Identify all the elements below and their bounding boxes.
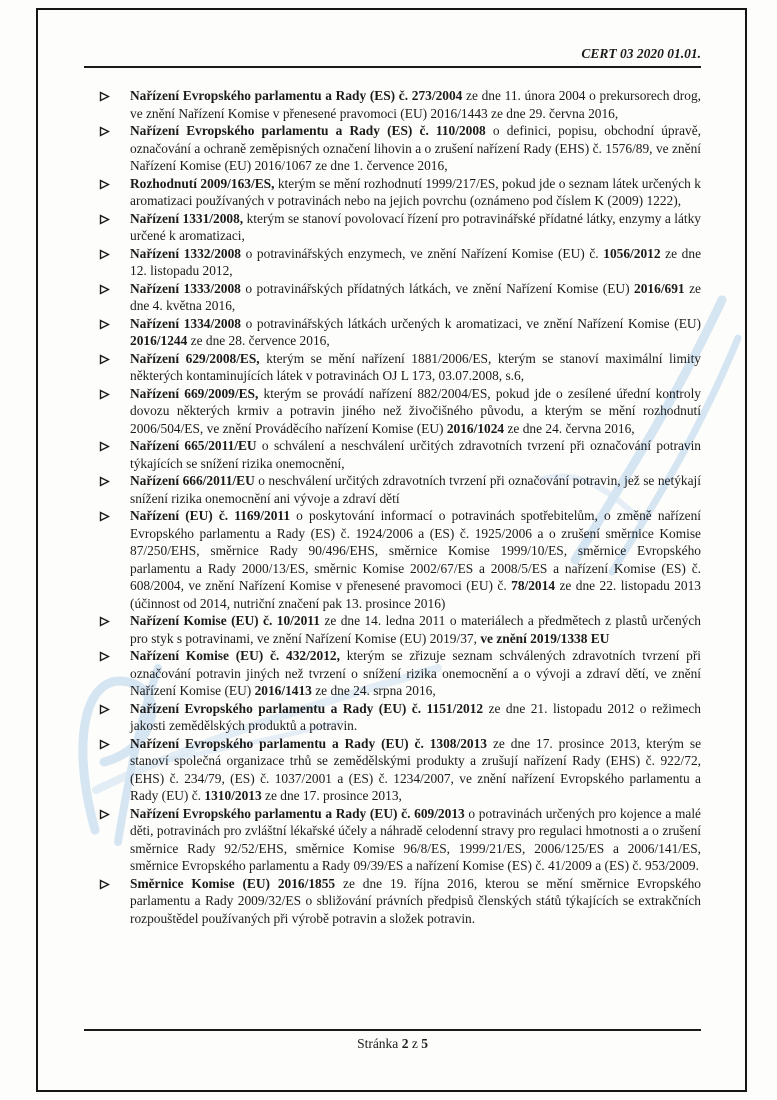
list-item <box>97 647 701 700</box>
list-item <box>97 805 701 875</box>
list-item <box>97 280 701 315</box>
bullet-arrow-icon <box>99 616 110 627</box>
bullet-arrow-icon <box>99 249 110 260</box>
regulation-text: Nařízení 1332/2008 o potravinářských enzymech, ve znění Nařízení Komise (EU) č. 1056/2012 ze dne 12. listopadu 2012, <box>130 245 702 278</box>
page-footer <box>84 1029 701 1052</box>
regulation-text: Nařízení Evropského parlamentu a Rady (EU) č. 1151/2012 ze dne 21. listopadu 2012 o režimech jakosti zemědělských produktů a potravin. <box>130 700 701 733</box>
list-item <box>97 700 701 735</box>
list-item <box>97 315 701 350</box>
bullet-arrow-icon <box>99 879 110 890</box>
footer-label: Stránka <box>357 1036 399 1051</box>
document-reference: CERT 03 2020 01.01. <box>581 46 701 61</box>
bullet-arrow-icon <box>99 651 110 662</box>
bullet-arrow-icon <box>99 284 110 295</box>
list-item <box>97 350 701 385</box>
regulation-text: Nařízení Evropského parlamentu a Rady (ES) č. 110/2008 o definici, popisu, obchodní úpravě, označování a ochraně zeměpisných označení lihovin a o zrušení nařízení Rady (EHS) č. 1576/89, ve znění Nařízení Komise (EU) 2016/1067 ze dne 1. července 2016, <box>130 123 702 173</box>
regulation-text: Nařízení 669/2009/ES, kterým se provádí nařízení 882/2004/ES, pokud jde o zesílené úřední kontroly dovozu některých krmiv a potravin jiného než živočišného původu, a kterým se mění rozhodnutí 2006/504/ES, ve znění Prováděcího nařízení Komise (EU) 2016/1024 ze dne 24. června 2016, <box>130 385 702 436</box>
list-item <box>97 612 701 647</box>
regulation-list <box>97 87 701 927</box>
regulation-text: Nařízení 629/2008/ES, kterým se mění nařízení 1881/2006/ES, kterým se stanoví maximální limity některých kontaminujících látek v potravinách OJ L 173, 03.07.2008, s.6, <box>130 350 701 383</box>
regulation-text: Rozhodnutí 2009/163/ES, kterým se mění rozhodnutí 1999/217/ES, pokud jde o seznam látek určených k aromatizaci používaných v potravinách nebo na jejich povrchu (oznámeno pod číslem K (2009) 1222), <box>130 175 701 208</box>
regulation-text: Nařízení Evropského parlamentu a Rady (EU) č. 609/2013 o potravinách určených pro kojence a malé děti, potravinách pro zvláštní lékařské účely a náhradě celodenní stravy pro regulaci hmotnosti a o zrušení směrnice Rady 92/52/EHS, směrnice Komise 96/8/ES, 1999/21/ES, 2006/125/ES a 2006/141/ES, směrnice Evropského parlamentu a Rady 09/39/ES a nařízení Komise (ES) č. 41/2009 a (ES) č. 953/2009. <box>130 805 701 873</box>
bullet-arrow-icon <box>99 511 110 522</box>
bullet-arrow-icon <box>99 354 110 365</box>
list-item <box>97 735 701 805</box>
bullet-arrow-icon <box>99 126 110 137</box>
bullet-arrow-icon <box>99 476 110 487</box>
regulation-text: Nařízení Komise (EU) č. 432/2012, kterým se zřizuje seznam schválených zdravotních tvrzení při označování potravin jiných než tvrzení o snížení rizika onemocnění a o vývoji a zdraví dětí, ve znění Nařízení Komise (EU) 2016/1413 ze dne 24. srpna 2016, <box>130 648 701 698</box>
bullet-arrow-icon <box>99 214 110 225</box>
regulation-text: Nařízení Evropského parlamentu a Rady (EU) č. 1308/2013 ze dne 17. prosince 2013, kterým se stanoví společná organizace trhů se zemědělskými produkty a zrušují nařízení Rady (EHS) č. 922/72, (EHS) č. 234/79, (ES) č. 1037/2001 a (ES) č. 1234/2007, ve znění nařízení Evropského parlamentu a Rady (EU) č. 1310/2013 ze dne 17. prosince 2013, <box>130 735 702 803</box>
bullet-arrow-icon <box>99 179 110 190</box>
regulation-text: Nařízení 1333/2008 o potravinářských přídatných látkách, ve znění Nařízení Komise (EU) 2016/691 ze dne 4. května 2016, <box>130 280 701 313</box>
regulation-text: Nařízení Komise (EU) č. 10/2011 ze dne 14. ledna 2011 o materiálech a předmětech z plastů určených pro styk s potravinami, ve znění Nařízení Komise (EU) 2019/37, ve znění 2019/1338 EU <box>130 613 701 646</box>
regulation-text: Nařízení Evropského parlamentu a Rady (ES) č. 273/2004 ze dne 11. února 2004 o prekursorech drog, ve znění Nařízení Komise v přenesené pravomoci (EU) 2016/1443 ze dne 29. června 2016, <box>130 88 701 121</box>
footer-total-pages: 5 <box>421 1036 428 1051</box>
regulation-text: Nařízení 1334/2008 o potravinářských látkách určených k aromatizaci, ve znění Nařízení Komise (EU) 2016/1244 ze dne 28. července 2016, <box>130 315 702 348</box>
regulation-text: Nařízení 665/2011/EU o schválení a neschválení určitých zdravotních tvrzení při označování potravin týkajících se snížení rizika onemocnění, <box>130 438 701 471</box>
list-item <box>97 472 701 507</box>
bullet-arrow-icon <box>99 809 110 820</box>
list-item <box>97 87 701 122</box>
list-item <box>97 507 701 612</box>
list-item <box>97 175 701 210</box>
list-item <box>97 385 701 438</box>
bullet-arrow-icon <box>99 739 110 750</box>
footer-separator: z <box>411 1036 418 1051</box>
list-item <box>97 437 701 472</box>
regulation-text: Nařízení 666/2011/EU o neschválení určitých zdravotních tvrzení při označování potravin, jež se netýkají snížení rizika onemocnění ani vývoje a zdraví dětí <box>130 473 701 506</box>
bullet-arrow-icon <box>99 441 110 452</box>
bullet-arrow-icon <box>99 319 110 330</box>
list-item <box>97 875 701 928</box>
bullet-arrow-icon <box>99 704 110 715</box>
bullet-arrow-icon <box>99 389 110 400</box>
list-item <box>97 210 701 245</box>
bullet-arrow-icon <box>99 91 110 102</box>
regulation-text: Nařízení (EU) č. 1169/2011 o poskytování informací o potravinách spotřebitelům, o změně nařízení Evropského parlamentu a Rady (ES) č. 1924/2006 a (ES) č. 1925/2006 a o zrušení směrnice Komise 87/250/EHS, směrnice Rady 90/496/EHS, směrnice Komise 1999/10/ES, směrnice Evropského parlamentu a Rady 2000/13/ES, směrnic Komise 2002/67/ES a 2008/5/ES a nařízení Komise (ES) č. 608/2004, ve znění Nařízení Komise v přenesené pravomoci (EU) č. 78/2014 ze dne 22. listopadu 2013 (účinnost od 2014, nutriční značení pak 13. prosince 2016) <box>130 508 701 611</box>
footer-current-page: 2 <box>401 1036 409 1051</box>
document-header <box>84 46 701 68</box>
regulation-text: Nařízení 1331/2008, kterým se stanoví povolovací řízení pro potravinářské přídatné látky, enzymy a látky určené k aromatizaci, <box>130 210 701 243</box>
list-item <box>97 245 701 280</box>
regulation-text: Směrnice Komise (EU) 2016/1855 ze dne 19. října 2016, kterou se mění směrnice Evropského parlamentu a Rady 2009/32/ES o sbližování právních předpisů členských států týkajících se extrakčních rozpouštědel používaných při výrobě potravin a složek potravin. <box>130 875 702 926</box>
list-item <box>97 122 701 175</box>
